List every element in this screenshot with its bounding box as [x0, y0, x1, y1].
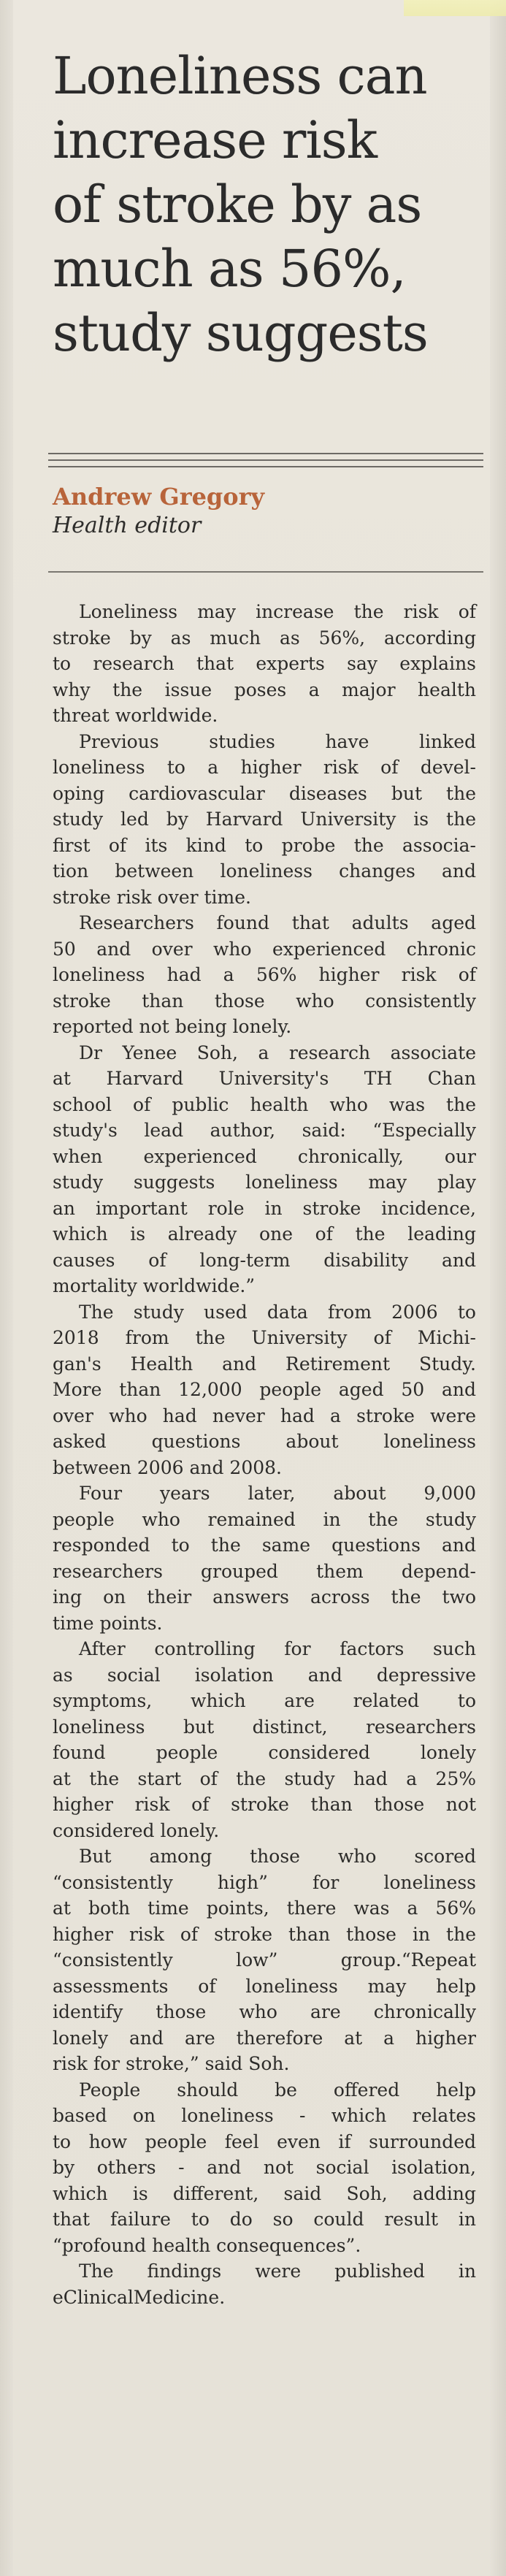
article-paragraph: [53, 2258, 476, 2310]
byline-divider: [48, 571, 483, 573]
rule-line: [48, 466, 483, 467]
paragraph-line: why the issue poses a major health: [53, 679, 476, 700]
paragraph-line: by others - and not social isolation,: [53, 2157, 476, 2178]
paragraph-line: Researchers found that adults aged: [79, 912, 476, 933]
paragraph-line: school of public health who was the: [53, 1093, 476, 1115]
author-role: Health editor: [53, 513, 202, 538]
paragraph-line: at Harvard University's TH Chan: [53, 1068, 476, 1089]
article-paragraph: [53, 1843, 476, 2077]
paragraph-line: as social isolation and depressive: [53, 1664, 476, 1686]
paragraph-line: which is different, said Soh, adding: [53, 2182, 476, 2204]
paragraph-line: gan's Health and Retirement Study.: [53, 1353, 476, 1375]
paragraph-line: Four years later, about 9,000: [79, 1483, 476, 1504]
paragraph-line: higher risk of stroke than those in the: [53, 1923, 476, 1945]
article-body: [53, 599, 476, 2310]
paragraph-line: reported not being lonely.: [53, 1016, 292, 1037]
paragraph-line: at both time points, there was a 56%: [53, 1897, 476, 1919]
paragraph-line: to research that experts say explains: [53, 653, 476, 674]
headline-line: Loneliness can: [53, 46, 427, 106]
paragraph-line: first of its kind to probe the associa-: [53, 834, 476, 856]
paragraph-line: “consistently high” for loneliness: [53, 1871, 476, 1893]
paragraph-line: loneliness to a higher risk of devel-: [53, 757, 476, 778]
paragraph-line: Loneliness may increase the risk of: [79, 601, 476, 622]
paragraph-line: between 2006 and 2008.: [53, 1456, 282, 1478]
byline: [53, 482, 476, 540]
paragraph-line: “consistently low” group.“Repeat: [53, 1949, 476, 1971]
headline-rules: [48, 453, 483, 473]
paragraph-line: Previous studies have linked: [79, 730, 476, 752]
paragraph-line: symptoms, which are related to: [53, 1690, 476, 1711]
paragraph-line: study led by Harvard University is the: [53, 809, 476, 830]
paragraph-line: More than 12,000 people aged 50 and: [53, 1379, 476, 1400]
paragraph-line: an important role in stroke incidence,: [53, 1197, 476, 1219]
paragraph-line: After controlling for factors such: [79, 1638, 476, 1659]
paragraph-line: at the start of the study had a 25%: [53, 1767, 476, 1789]
headline-line: increase risk: [53, 110, 377, 170]
paragraph-line: causes of long-term disability and: [53, 1249, 476, 1271]
paragraph-line: identify those who are chronically: [53, 2001, 476, 2022]
paragraph-line: oping cardiovascular diseases but the: [53, 782, 476, 804]
headline-line: much as 56%,: [53, 239, 406, 299]
article-paragraph: [53, 910, 476, 1040]
paragraph-line: People should be offered help: [79, 2079, 476, 2101]
paragraph-line: lonely and are therefore at a higher: [53, 2027, 476, 2049]
paragraph-line: But among those who scored: [79, 1846, 476, 1867]
paragraph-line: assessments of loneliness may help: [53, 1975, 476, 1997]
paragraph-line: 2018 from the University of Michi-: [53, 1327, 476, 1348]
headline-line: study suggests: [53, 303, 428, 363]
paragraph-line: tion between loneliness changes and: [53, 860, 476, 882]
paragraph-line: mortality worldwide.”: [53, 1275, 256, 1296]
headline: [53, 44, 476, 424]
paragraph-line: stroke than those who consistently: [53, 990, 476, 1012]
headline-line: of stroke by as: [53, 175, 422, 234]
paragraph-line: The findings were published in: [79, 2260, 476, 2282]
paper-edge-left: [0, 0, 13, 2576]
paragraph-line: researchers grouped them depend-: [53, 1560, 476, 1582]
article-paragraph: [53, 1636, 476, 1843]
paragraph-line: time points.: [53, 1612, 163, 1634]
paragraph-line: eClinicalMedicine.: [53, 2286, 226, 2308]
paragraph-line: that failure to do so could result in: [53, 2209, 476, 2230]
article-paragraph: [53, 2077, 476, 2259]
paper-edge-right: [490, 0, 506, 2576]
paragraph-line: study's lead author, said: “Especially: [53, 1120, 476, 1141]
paragraph-line: asked questions about loneliness: [53, 1431, 476, 1452]
paragraph-line: ing on their answers across the two: [53, 1586, 476, 1608]
article-paragraph: [53, 1480, 476, 1636]
rule-line: [48, 453, 483, 454]
article-paragraph: [53, 599, 476, 729]
rule-line: [48, 459, 483, 461]
paragraph-line: based on loneliness - which relates: [53, 2105, 476, 2126]
paragraph-line: considered lonely.: [53, 1819, 220, 1841]
paragraph-line: loneliness but distinct, researchers: [53, 1716, 476, 1738]
paragraph-line: The study used data from 2006 to: [79, 1301, 476, 1323]
paragraph-line: higher risk of stroke than those not: [53, 1794, 476, 1815]
paragraph-line: “profound health consequences”.: [53, 2234, 361, 2256]
paragraph-line: loneliness had a 56% higher risk of: [53, 964, 476, 985]
paragraph-line: which is already one of the leading: [53, 1223, 476, 1245]
paragraph-line: study suggests loneliness may play: [53, 1172, 476, 1193]
author-name: Andrew Gregory: [53, 483, 265, 511]
article-paragraph: [53, 1299, 476, 1481]
paragraph-line: Dr Yenee Soh, a research associate: [79, 1042, 476, 1063]
paragraph-line: people who remained in the study: [53, 1508, 476, 1530]
article-paragraph: [53, 1040, 476, 1299]
paragraph-line: risk for stroke,” said Soh.: [53, 2053, 290, 2074]
article: [53, 44, 476, 2308]
paragraph-line: when experienced chronically, our: [53, 1145, 476, 1167]
paragraph-line: responded to the same questions and: [53, 1534, 476, 1556]
article-paragraph: [53, 729, 476, 911]
paragraph-line: 50 and over who experienced chronic: [53, 938, 476, 960]
paragraph-line: found people considered lonely: [53, 1742, 476, 1763]
paragraph-line: stroke by as much as 56%, according: [53, 627, 476, 649]
paragraph-line: over who had never had a stroke were: [53, 1404, 476, 1426]
paragraph-line: to how people feel even if surrounded: [53, 2130, 476, 2152]
tape-strip: [404, 0, 506, 16]
paragraph-line: threat worldwide.: [53, 705, 218, 726]
paragraph-line: stroke risk over time.: [53, 886, 251, 908]
